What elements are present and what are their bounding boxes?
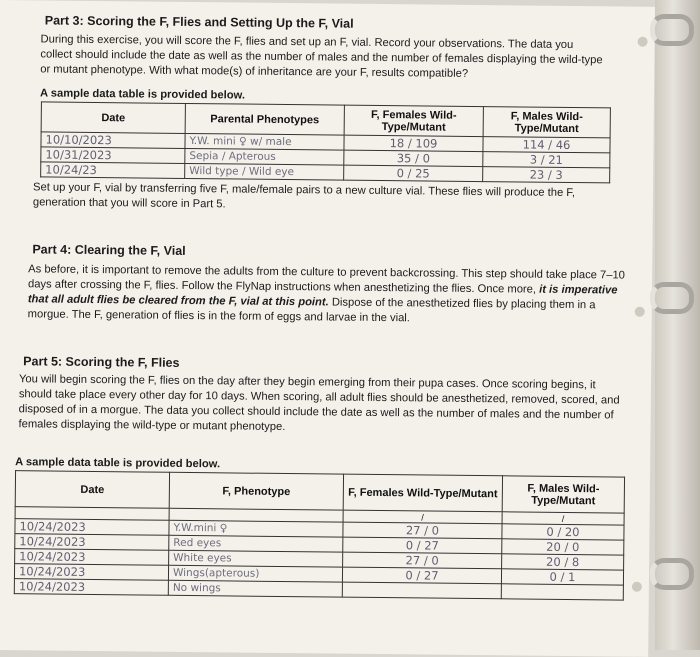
binder-spine [655,0,700,650]
row-date: 10/24/2023 [15,534,169,551]
part3-table-caption: A sample data table is provided below. [39,87,246,102]
row-females: 27 / 0 [343,552,502,569]
row-phenotype: Y.W.mini ♀ [169,520,343,537]
part3-paragraph: During this exercise, you will score the F, flies and set up an F, vial. Record your observations. The data you collect should include the date as well as the number of males and the number of females displaying the wild-type or mutant phenotype. With what mode(s) of inheritance are your F, results compatible? [40,33,603,80]
row-phenotype: Red eyes [169,535,343,552]
part3-setup-text: Set up your F, vial by transferring five F, male/female pairs to a new culture vial. These flies will produce the F, generation that you will score in Part 5. [32,181,576,211]
row-date: 10/24/23 [41,162,185,179]
row-phenotype: Y.W. mini ♀ w/ male [185,133,344,150]
row-date: 10/31/2023 [41,147,185,164]
binder-hole [635,307,645,317]
part4-text-a: As before, it is important to remove the adults from the culture to prevent backcrossing. This step should take place 7–10 days after crossing the F, flies. Follow the FlyNap instructions when anesthetizing the flies. Once more, [27,263,625,296]
col-f2-phenotype: F, Phenotype [169,472,343,510]
row-date: 10/24/2023 [14,579,168,596]
row-males: 20 / 8 [502,554,624,570]
binder-ring [650,282,694,314]
row-females: 0 / 25 [344,165,483,181]
col-date: Date [41,102,185,134]
part4-paragraph [28,262,629,328]
col-f1-males: F, Males Wild-Type/Mutant [483,107,610,138]
row-date: 10/24/2023 [14,564,168,581]
row-date: 10/10/2023 [41,132,185,149]
row-males [501,584,623,600]
part5-data-table [14,470,625,600]
col-date: Date [15,471,169,509]
row-males: 23 / 3 [483,167,610,183]
row-phenotype: No wings [168,580,342,597]
binder-ring [650,14,694,46]
part4-heading: Part 4: Clearing the F, Vial [32,242,186,258]
row-females: 0 / 27 [343,537,502,554]
header-slash: / [502,512,624,525]
part5-paragraph: You will begin scoring the F, flies on the day after they begin emerging from their pupa cases. Once scoring begins, it should take place every other day for 10 days. When scoring, all adult flies should be anesthetized, removed, scored, and disposed of in a morgue. The data you collect should include the date as well as the number of males and the number of females displaying the wild-type or mutant phenotype. [18,373,620,434]
row-males: 0 / 1 [501,569,623,585]
row-phenotype: Wings(apterous) [168,565,342,582]
part3-heading: Part 3: Scoring the F, Flies and Setting Up the F, Vial [44,13,354,31]
row-females: 35 / 0 [344,150,483,166]
part4-emphasis: it is imperative that all adult flies be cleared from the F, vial at this point. [27,283,618,309]
row-females [342,582,501,599]
row-date: 10/24/2023 [15,549,169,566]
part3-data-table [40,101,611,183]
row-males: 3 / 21 [483,152,610,168]
row-females: 18 / 109 [344,135,483,151]
col-f2-females: F, Females Wild-Type/Mutant [343,474,502,512]
part4-text-b: Dispose of the anesthetized flies by placing them in a morgue. The F, generation of flies is in the form of eggs and larvae in the vial. [27,296,596,325]
binder-ring [650,558,694,590]
row-males: 20 / 0 [502,539,624,555]
row-females: 0 / 27 [342,567,501,584]
row-males: 114 / 46 [483,137,610,153]
col-f1-females: F, Females Wild-Type/Mutant [344,105,483,136]
row-date: 10/24/2023 [15,519,169,536]
row-males: 0 / 20 [502,524,624,540]
row-females: 27 / 0 [343,522,502,539]
col-f2-males: F, Males Wild-Type/Mutant [502,476,624,513]
part5-table-caption: A sample data table is provided below. [15,456,221,471]
part5-heading: Part 5: Scoring the F, Flies [23,354,180,370]
header-slash: / [343,510,502,524]
binder-hole [638,37,648,47]
row-phenotype: Wild type / Wild eye [185,163,344,180]
col-parental-phenotypes: Parental Phenotypes [185,103,344,135]
row-phenotype: White eyes [169,550,343,567]
binder-hole [632,582,642,592]
row-phenotype: Sepia / Apterous [185,148,344,165]
